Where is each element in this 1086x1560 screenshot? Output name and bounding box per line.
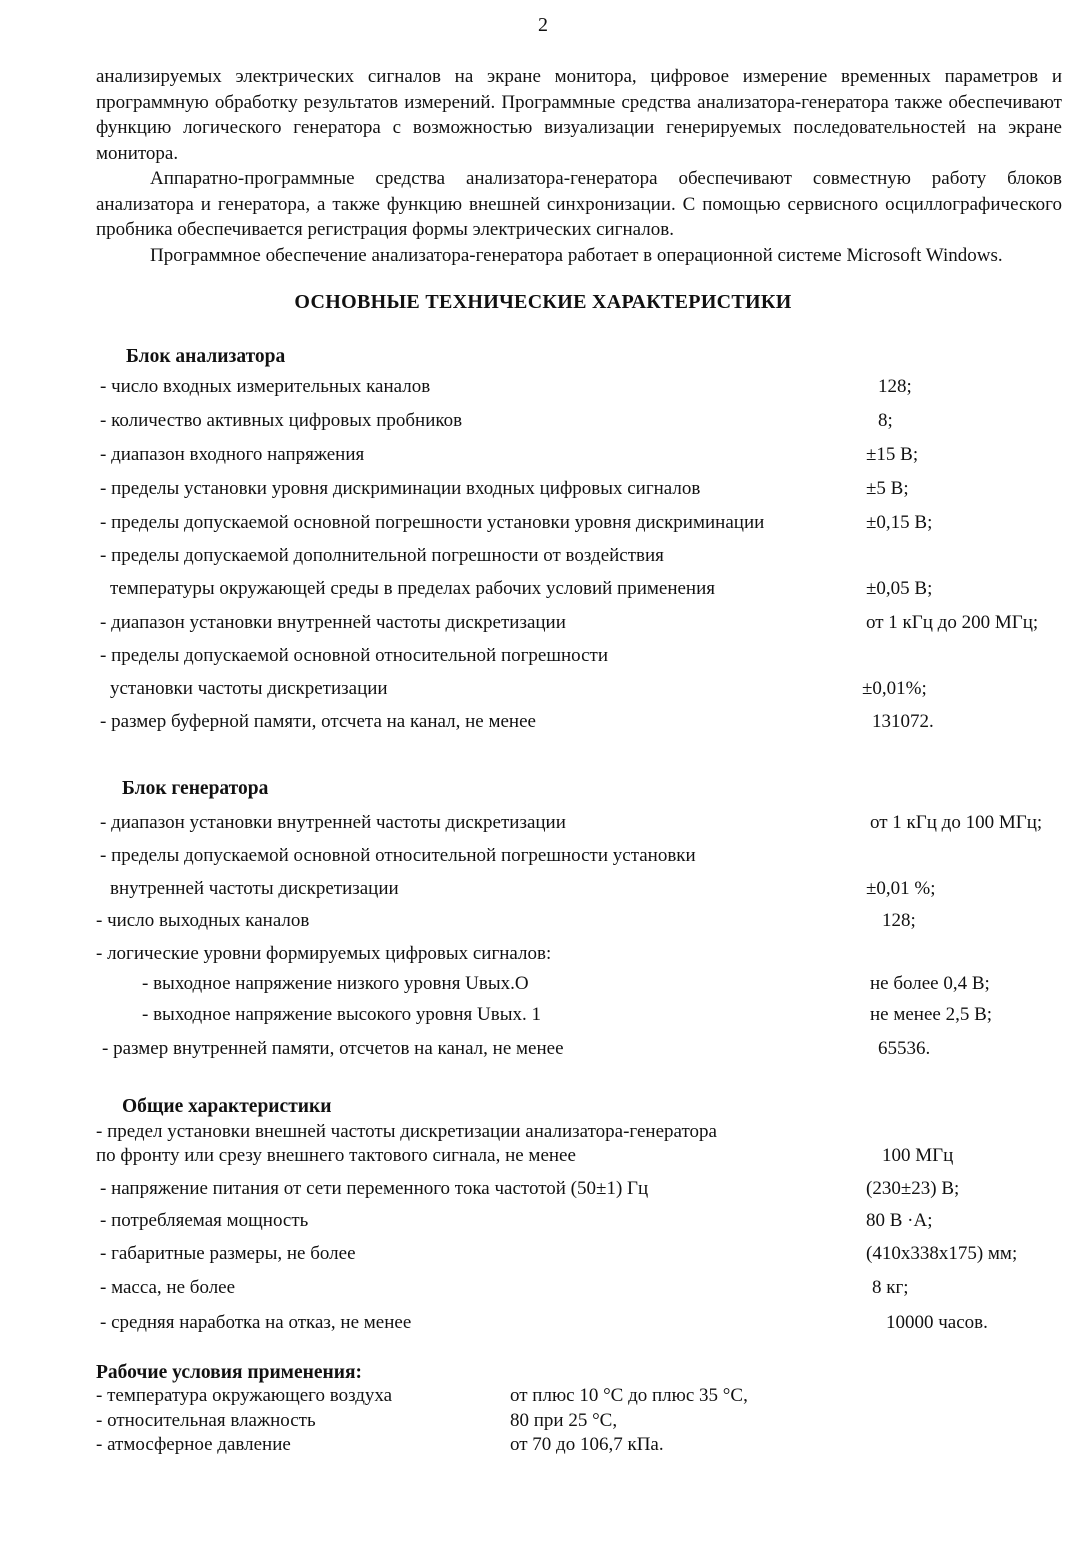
intro-paragraph-3: Программное обеспечение анализатора-генератора работает в операционной системе Microsoft Windows. <box>150 244 1003 266</box>
spec-value: от 1 кГц до 100 МГц; <box>870 812 1043 833</box>
main-heading: ОСНОВНЫЕ ТЕХНИЧЕСКИЕ ХАРАКТЕРИСТИКИ <box>294 291 792 313</box>
spec-value: 8; <box>878 410 893 431</box>
spec-label: - выходное напряжение низкого уровня Uвых.О <box>142 973 529 994</box>
spec-line <box>0 1243 1086 1269</box>
section-title-operating: Рабочие условия применения: <box>96 1362 363 1383</box>
spec-line <box>0 1385 1086 1411</box>
spec-line <box>0 1434 1086 1460</box>
spec-label: - габаритные размеры, не более <box>100 1243 356 1264</box>
spec-line <box>0 812 1086 838</box>
spec-label: - диапазон входного напряжения <box>100 444 365 465</box>
spec-value: ±15 В; <box>866 444 919 465</box>
spec-label: - пределы допускаемой основной относительной погрешности <box>100 645 609 666</box>
spec-line <box>0 1004 1086 1030</box>
spec-label: - пределы установки уровня дискриминации входных цифровых сигналов <box>100 478 701 499</box>
spec-label: - относительная влажность <box>96 1410 316 1431</box>
spec-value: ±0,05 В; <box>866 578 933 599</box>
spec-label: - диапазон установки внутренней частоты дискретизации <box>100 612 566 633</box>
spec-line <box>0 444 1086 470</box>
spec-label: - число выходных каналов <box>96 910 310 931</box>
spec-value: 128; <box>882 910 916 931</box>
spec-value: от 70 до 106,7 кПа. <box>510 1434 664 1455</box>
spec-label: - пределы допускаемой основной относительной погрешности установки <box>100 845 696 866</box>
spec-line <box>0 376 1086 402</box>
spec-value: ±5 В; <box>866 478 909 499</box>
spec-line <box>0 1312 1086 1338</box>
spec-line <box>0 410 1086 436</box>
spec-line <box>0 711 1086 737</box>
spec-label: - количество активных цифровых пробников <box>100 410 463 431</box>
spec-value: от плюс 10 °С до плюс 35 °С, <box>510 1385 748 1406</box>
intro-paragraph-1: анализируемых электрических сигналов на экране монитора, цифровое измерение временных параметров и программную обработку результатов измерений. Программные средства анализатора-генератора также обеспечивают функцию логического генератора с возможностью визуализации генерируемых последовательностей на экране монитора. <box>96 66 1062 164</box>
spec-line <box>0 1277 1086 1303</box>
spec-line <box>0 678 1086 704</box>
spec-value: не более 0,4 В; <box>870 973 990 994</box>
spec-label: температуры окружающей среды в пределах рабочих условий применения <box>110 578 715 599</box>
spec-line <box>0 512 1086 538</box>
spec-line <box>0 943 1086 969</box>
spec-value: 80 при 25 °С, <box>510 1410 618 1431</box>
section-title-general: Общие характеристики <box>122 1096 332 1117</box>
spec-label: - размер внутренней памяти, отсчетов на канал, не менее <box>102 1038 564 1059</box>
spec-label: - диапазон установки внутренней частоты дискретизации <box>100 812 566 833</box>
spec-label: - пределы допускаемой дополнительной погрешности от воздействия <box>100 545 664 566</box>
spec-line <box>0 1038 1086 1064</box>
spec-value: 10000 часов. <box>886 1312 988 1333</box>
spec-label: - логические уровни формируемых цифровых сигналов: <box>96 943 552 964</box>
spec-value: 128; <box>878 376 912 397</box>
spec-line <box>0 578 1086 604</box>
spec-value: 65536. <box>878 1038 931 1059</box>
intro-paragraph-2: Аппаратно-программные средства анализатора-генератора обеспечивают совместную работу блоков анализатора и генератора, а также функцию внешней синхронизации. С помощью сервисного осциллографического пробника обеспечивается регистрация формы электрических сигналов. <box>96 168 1062 240</box>
spec-line <box>0 645 1086 671</box>
spec-value: 8 кг; <box>872 1277 909 1298</box>
spec-label: - число входных измерительных каналов <box>100 376 431 397</box>
spec-value: 131072. <box>872 711 934 732</box>
spec-label: - пределы допускаемой основной погрешности установки уровня дискриминации <box>100 512 765 533</box>
spec-value: 100 МГц <box>882 1145 954 1166</box>
spec-line <box>0 910 1086 936</box>
spec-label: - масса, не более <box>100 1277 236 1298</box>
spec-value: (230±23) В; <box>866 1178 960 1199</box>
spec-value: ±0,15 В; <box>866 512 933 533</box>
spec-line <box>0 878 1086 904</box>
spec-line <box>0 973 1086 999</box>
spec-label: - напряжение питания от сети переменного тока частотой (50±1) Гц <box>100 1178 649 1199</box>
spec-label: - температура окружающего воздуха <box>96 1385 393 1406</box>
spec-line <box>0 845 1086 871</box>
spec-line <box>0 545 1086 571</box>
spec-label: по фронту или срезу внешнего тактового сигнала, не менее <box>96 1145 576 1166</box>
spec-label: - средняя наработка на отказ, не менее <box>100 1312 412 1333</box>
spec-line <box>0 1410 1086 1436</box>
spec-label: - размер буферной памяти, отсчета на канал, не менее <box>100 711 536 732</box>
spec-label: внутренней частоты дискретизации <box>110 878 399 899</box>
intro-text <box>96 64 1062 268</box>
spec-line <box>0 1121 1086 1147</box>
page-number: 2 <box>538 14 548 36</box>
spec-line <box>0 1145 1086 1171</box>
spec-label: - выходное напряжение высокого уровня Uвых. 1 <box>142 1004 541 1025</box>
spec-line <box>0 612 1086 638</box>
spec-value: от 1 кГц до 200 МГц; <box>866 612 1039 633</box>
spec-value: не менее 2,5 В; <box>870 1004 993 1025</box>
section-title-analyzer: Блок анализатора <box>126 346 286 367</box>
spec-value: 80 В ·А; <box>866 1210 933 1231</box>
spec-label: - атмосферное давление <box>96 1434 291 1455</box>
spec-line <box>0 1178 1086 1204</box>
spec-value: ±0,01%; <box>862 678 927 699</box>
spec-value: ±0,01 %; <box>866 878 936 899</box>
spec-value: (410x338x175) мм; <box>866 1243 1018 1264</box>
section-title-generator: Блок генератора <box>122 778 269 799</box>
spec-label: - потребляемая мощность <box>100 1210 309 1231</box>
spec-label: - предел установки внешней частоты дискретизации анализатора-генератора <box>96 1121 717 1142</box>
spec-line <box>0 1210 1086 1236</box>
spec-label: установки частоты дискретизации <box>110 678 388 699</box>
spec-line <box>0 478 1086 504</box>
